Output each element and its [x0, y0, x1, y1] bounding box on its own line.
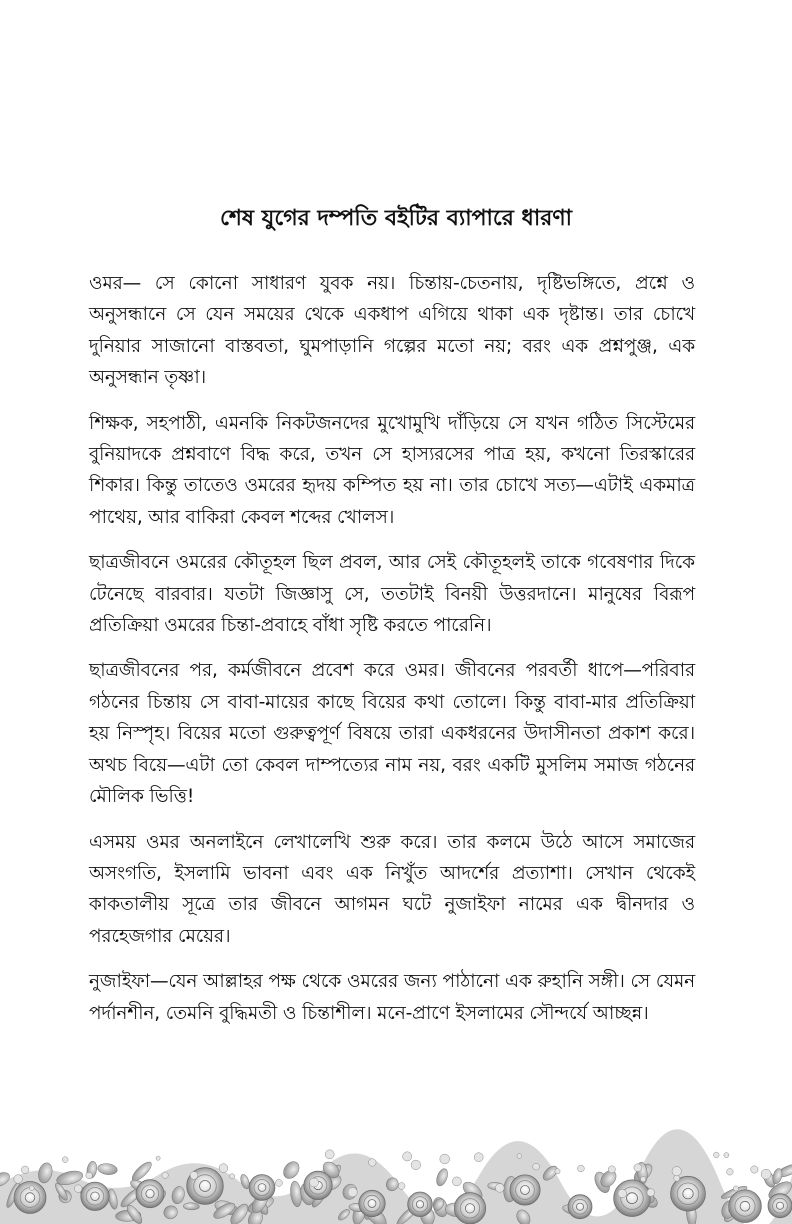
paragraph-5: এসময় ওমর অনলাইনে লেখালেখি শুরু করে। তার কলমে উঠে আসে সমাজের অসংগতি, ইসলামি ভাবনা এবং এক নিখুঁত আদর্শের প্রত্যাশা। সেখান থেকেই কাকতালীয় সূত্রে তার জীবনে আগমন ঘটে নুজাইফা নামের এক দ্বীনদার ও পরহেজগার মেয়ের। [89, 831, 695, 947]
page-title: শেষ যুগের দম্পতি বইটির ব্যাপারে ধারণা [219, 206, 573, 231]
paragraph-1: ওমর— সে কোনো সাধারণ যুবক নয়। চিন্তায়-চেতনায়, দৃষ্টিভঙ্গিতে, প্রশ্নে ও অনুসন্ধানে সে যেন সময়ের থেকে একধাপ এগিয়ে থাকা এক দৃষ্টান্ত। তার চোখে দুনিয়ার সাজানো বাস্তবতা, ঘুমপাড়ানি গল্পের মতো নয়; বরং এক প্রশ্নপুঞ্জ, এক অনুসন্ধান তৃষ্ণা। [89, 273, 695, 389]
floral-border-ornament [0, 1124, 792, 1224]
paragraph-6: নুজাইফা—যেন আল্লাহর পক্ষ থেকে ওমরের জন্য পাঠানো এক রুহানি সঙ্গী। সে যেমন পর্দানশীন, তেমনি বুদ্ধিমতী ও চিন্তাশীল। মনে-প্রাণে ইসলামের সৌন্দর্যে আচ্ছন্ন। [89, 971, 695, 1024]
paragraph-2: শিক্ষক, সহপাঠী, এমনকি নিকটজনদের মুখোমুখি দাঁড়িয়ে সে যখন গঠিত সিস্টেমের বুনিয়াদকে প্রশ্নবাণে বিদ্ধ করে, তখন সে হাস্যরসের পাত্র হয়, কখনো তিরস্কারের শিকার। কিন্তু তাতেও ওমরের হৃদয় কম্পিত হয় না। তার চোখে সত্য—এটাই একমাত্র পাথেয়, আর বাকিরা কেবল শব্দের খোলস। [89, 412, 695, 528]
paragraph-4: ছাত্রজীবনের পর, কর্মজীবনে প্রবেশ করে ওমর। জীবনের পরবর্তী ধাপে—পরিবার গঠনের চিন্তায় সে বাবা-মায়ের কাছে বিয়ের কথা তোলে। কিন্তু বাবা-মার প্রতিক্রিয়া হয় নিস্পৃহ। বিয়ের মতো গুরুত্বপূর্ণ বিষয়ে তারা একধরনের উদাসীনতা প্রকাশ করে। অথচ বিয়ে—এটা তো কেবল দাম্পত্যের নাম নয়, বরং একটি মুসলিম সমাজ গঠনের মৌলিক ভিত্তি! [89, 660, 695, 808]
paragraph-3: ছাত্রজীবনে ওমরের কৌতূহল ছিল প্রবল, আর সেই কৌতূহলই তাকে গবেষণার দিকে টেনেছে বারবার। যতটা জিজ্ঞাসু সে, ততটাই বিনয়ী উত্তরদানে। মানুষের বিরূপ প্রতিক্রিয়া ওমরের চিন্তা-প্রবাহে বাঁধা সৃষ্টি করতে পারেনি। [89, 552, 695, 637]
body-text [89, 268, 695, 1043]
